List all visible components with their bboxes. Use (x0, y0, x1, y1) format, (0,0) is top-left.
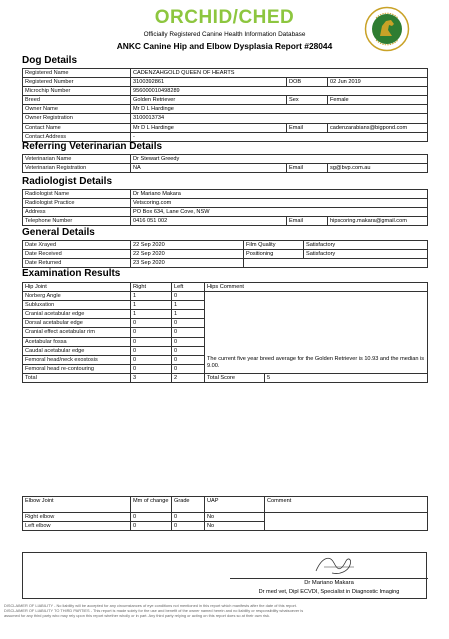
hip-row-right: 0 (131, 346, 172, 355)
registered-number-value: 3100392861 (131, 78, 287, 87)
owner-registration-value: 3100013734 (131, 114, 428, 123)
hips-comment-cell (205, 292, 428, 356)
hip-row-left: 0 (172, 355, 205, 364)
date-received-value: 22 Sep 2020 (131, 250, 244, 259)
disclaimer-line: assumed for any third party who may rely upon this report whether wholly or in part. Any third party relying or acting on this report does so at their own risk. (4, 613, 270, 618)
dob-value: 02 Jun 2019 (328, 78, 428, 87)
table-row (23, 78, 428, 87)
contact-address-value: - (131, 132, 428, 141)
dob-label: DOB (287, 78, 328, 87)
hip-row-label: Acetabular fossa (23, 337, 131, 346)
date-xrayed-label: Date Xrayed (23, 241, 131, 250)
date-returned-label: Date Returned (23, 259, 131, 268)
elbow-comment-header: Comment (265, 497, 428, 513)
hip-row-left: 0 (172, 346, 205, 355)
table-row (23, 114, 428, 123)
radiologist-email-value: hipscoring.makara@gmail.com (328, 217, 428, 226)
dog-details-table (22, 68, 428, 142)
radiologist-phone-value: 0416 051 002 (131, 217, 287, 226)
hip-row-left: 1 (172, 301, 205, 310)
radiologist-details-table (22, 189, 428, 226)
dog-details-heading: Dog Details (22, 55, 78, 66)
breed-label: Breed (23, 96, 131, 105)
hip-row-label: Caudal acetabular edge (23, 346, 131, 355)
radiologist-address-value: PO Box 634, Lane Cove, NSW (131, 208, 428, 217)
hip-row-label: Cranial effect acetabular rim (23, 328, 131, 337)
table-row (23, 513, 428, 522)
total-left: 2 (172, 373, 205, 382)
contact-email-label: Email (287, 123, 328, 132)
hip-row-left: 0 (172, 337, 205, 346)
table-row (23, 208, 428, 217)
hip-row-label: Dorsal acetabular edge (23, 319, 131, 328)
disclaimer-line: DISCLAIMER OF LIABILITY TO THIRD PARTIES - This report is made solely for the use and benefit of the owner named herein and no liability or responsibility whatsoever is (4, 608, 304, 613)
signature-image (310, 553, 360, 578)
table-row (23, 155, 428, 164)
total-label: Total (23, 373, 131, 382)
elbow-row-grade: 0 (172, 513, 205, 522)
film-quality-label: Film Quality (244, 241, 304, 250)
radiologist-name-label: Radiologist Name (23, 190, 131, 199)
contact-name-value: Mr D L Hardinge (131, 123, 287, 132)
registered-number-label: Registered Number (23, 78, 131, 87)
sex-label: Sex (287, 96, 328, 105)
uap-header: UAP (205, 497, 265, 513)
table-row (23, 132, 428, 141)
left-header: Left (172, 283, 205, 292)
table-row (23, 164, 428, 173)
elbow-results-table (22, 496, 428, 531)
general-details-heading: General Details (22, 227, 95, 238)
grade-header: Grade (172, 497, 205, 513)
elbow-row-label: Left elbow (23, 522, 131, 531)
empty-cell (304, 259, 428, 268)
microchip-label: Microchip Number (23, 87, 131, 96)
positioning-value: Satisfactory (304, 250, 428, 259)
date-returned-value: 23 Sep 2020 (131, 259, 244, 268)
hip-row-left: 1 (172, 310, 205, 319)
table-row (23, 96, 428, 105)
registered-name-value: CADENZAHGOLD QUEEN OF HEARTS (131, 69, 428, 78)
total-score-label: Total Score (205, 373, 265, 382)
hip-row-label: Cranial acetabular edge (23, 310, 131, 319)
hip-row-label: Subluxation (23, 301, 131, 310)
contact-name-label: Contact Name (23, 123, 131, 132)
date-received-label: Date Received (23, 250, 131, 259)
empty-cell (244, 259, 304, 268)
hips-comment-header: Hips Comment (205, 283, 428, 292)
database-subtitle: Officially Registered Canine Health Information Database (143, 31, 306, 38)
report-title: ANKC Canine Hip and Elbow Dysplasia Report #28044 (116, 41, 333, 51)
mm-change-header: Mm of change (131, 497, 172, 513)
vet-email-label: Email (287, 164, 328, 173)
right-header: Right (131, 283, 172, 292)
hip-row-left: 0 (172, 319, 205, 328)
hip-row-left: 0 (172, 292, 205, 301)
hip-row-right: 1 (131, 310, 172, 319)
signature-line (230, 578, 428, 579)
breed-average-note: The current five year breed average for the Golden Retriever is 10.93 and the median is 9.00. (205, 355, 428, 373)
elbow-row-uap: No (205, 513, 265, 522)
hip-row-right: 0 (131, 355, 172, 364)
hip-results-table (22, 282, 428, 383)
microchip-value: 956000010498289 (131, 87, 428, 96)
radiologist-practice-value: Vetscoring.com (131, 199, 428, 208)
vet-details-table (22, 154, 428, 173)
contact-address-label: Contact Address (23, 132, 131, 141)
owner-registration-label: Owner Registration (23, 114, 131, 123)
radiologist-phone-label: Telephone Number (23, 217, 131, 226)
disclaimer-line: DISCLAIMER OF LIABILITY - No liability will be accepted for any circumstances of eye conditions not mentioned in this report which manifests after the date of this report. (4, 603, 297, 608)
elbow-row-grade: 0 (172, 522, 205, 531)
table-row (23, 355, 428, 364)
table-row (23, 123, 428, 132)
total-right: 3 (131, 373, 172, 382)
positioning-label: Positioning (244, 250, 304, 259)
sex-value: Female (328, 96, 428, 105)
hip-row-label: Femoral head re-contouring (23, 364, 131, 373)
elbow-comment-cell (265, 513, 428, 531)
radiologist-name-value: Dr Mariano Makara (131, 190, 428, 199)
breed-value: Golden Retriever (131, 96, 287, 105)
hip-row-right: 0 (131, 337, 172, 346)
table-row (23, 199, 428, 208)
examination-results-heading: Examination Results (22, 268, 121, 279)
registered-name-label: Registered Name (23, 69, 131, 78)
table-row (23, 190, 428, 199)
radiologist-details-heading: Radiologist Details (22, 176, 113, 187)
film-quality-value: Satisfactory (304, 241, 428, 250)
hip-row-right: 0 (131, 364, 172, 373)
elbow-row-uap: No (205, 522, 265, 531)
disclaimer (4, 603, 445, 618)
hip-joint-header: Hip Joint (23, 283, 131, 292)
vet-registration-value: NA (131, 164, 287, 173)
table-row (23, 217, 428, 226)
table-row (23, 105, 428, 114)
hip-row-label: Femoral head/neck exostosis (23, 355, 131, 364)
table-row (23, 69, 428, 78)
radiologist-signature-title: Dr med vet, Dipl ECVDI, Specialist in Diagnostic Imaging (258, 589, 400, 595)
radiologist-practice-label: Radiologist Practice (23, 199, 131, 208)
vet-name-label: Veterinarian Name (23, 155, 131, 164)
date-xrayed-value: 22 Sep 2020 (131, 241, 244, 250)
hip-row-left: 0 (172, 364, 205, 373)
table-row (23, 241, 428, 250)
owner-name-value: Mr D L Hardinge (131, 105, 428, 114)
table-row (23, 292, 428, 301)
vet-registration-label: Veterinarian Registration (23, 164, 131, 173)
hip-row-right: 1 (131, 301, 172, 310)
elbow-row-mm: 0 (131, 522, 172, 531)
table-row (23, 87, 428, 96)
elbow-joint-header: Elbow Joint (23, 497, 131, 513)
vet-name-value: Dr Stewart Greedy (131, 155, 428, 164)
radiologist-signature-name: Dr Mariano Makara (304, 580, 354, 586)
hip-row-right: 0 (131, 319, 172, 328)
hip-row-right: 1 (131, 292, 172, 301)
elbow-row-label: Right elbow (23, 513, 131, 522)
brand-title: ORCHID/CHED (154, 7, 295, 28)
table-header-row (23, 497, 428, 513)
owner-name-label: Owner Name (23, 105, 131, 114)
radiologist-email-label: Email (287, 217, 328, 226)
hip-row-right: 0 (131, 328, 172, 337)
hip-row-left: 0 (172, 328, 205, 337)
vet-email-value: sg@bvp.com.au (328, 164, 428, 173)
table-header-row (23, 283, 428, 292)
hip-row-label: Norberg Angle (23, 292, 131, 301)
table-row (23, 250, 428, 259)
radiologist-address-label: Address (23, 208, 131, 217)
elbow-row-mm: 0 (131, 513, 172, 522)
table-row (23, 373, 428, 382)
vet-details-heading: Referring Veterinarian Details (22, 141, 163, 152)
table-row (23, 259, 428, 268)
contact-email-value: cadenzarabians@bigpond.com (328, 123, 428, 132)
total-score-value: 5 (265, 373, 428, 382)
general-details-table (22, 240, 428, 268)
